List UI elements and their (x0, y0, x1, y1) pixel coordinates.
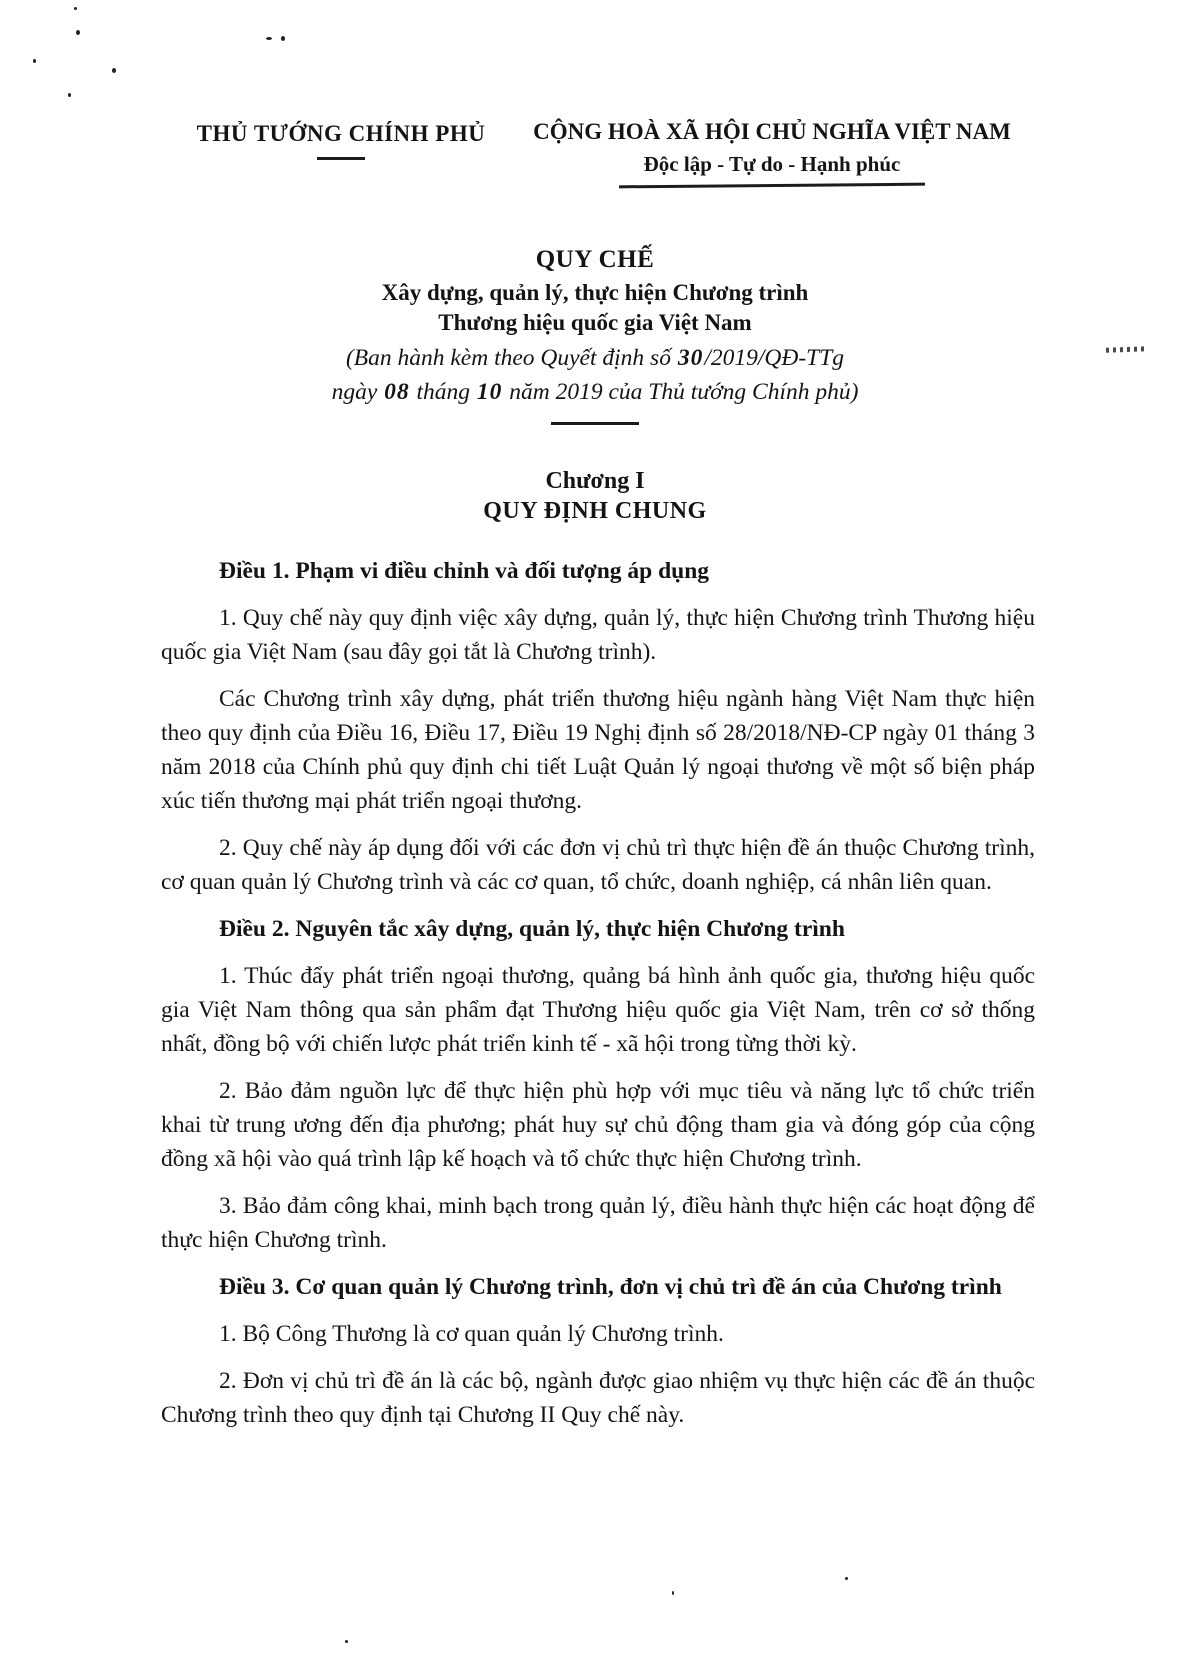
article-1-clause-1: 1. Quy chế này quy định việc xây dựng, quản lý, thực hiện Chương trình Thương hiệu quốc gia Việt Nam (sau đây gọi tắt là Chương trình). (161, 605, 1035, 665)
issuance-note-line-2 (150, 375, 1040, 409)
scan-noise-speck (281, 36, 285, 41)
article-1-clause-2: 2. Quy chế này áp dụng đối với các đơn vị chủ trì thực hiện đề án thuộc Chương trình, cơ quan quản lý Chương trình và các cơ quan, tổ chức, doanh nghiệp, cá nhân liên quan. (161, 835, 1035, 895)
handwritten-day: 08 (384, 379, 410, 405)
document-subtitle-line-1: Xây dựng, quản lý, thực hiện Chương trình (381, 280, 809, 305)
handwritten-month: 10 (476, 379, 503, 405)
issuance-text: (Ban hành kèm theo Quyết định số (345, 345, 677, 371)
article-3-heading: Điều 3. Cơ quan quản lý Chương trình, đơn vị chủ trì đề án của Chương trình (219, 1274, 1002, 1300)
national-motto: Độc lập - Tự do - Hạnh phúc (643, 152, 901, 176)
scan-noise-speck (845, 1577, 848, 1580)
chapter-title: QUY ĐỊNH CHUNG (483, 498, 707, 524)
scan-noise-speck (74, 7, 77, 10)
scan-noise-speck (266, 37, 272, 40)
document-subtitle-line-2: Thương hiệu quốc gia Việt Nam (438, 310, 752, 335)
article-2-heading: Điều 2. Nguyên tắc xây dựng, quản lý, thực hiện Chương trình (219, 916, 845, 942)
article-3-clause-2: 2. Đơn vị chủ trì đề án là các bộ, ngành được giao nhiệm vụ thực hiện các đề án thuộc Chương trình theo quy định tại Chương II Quy chế này. (161, 1368, 1035, 1428)
scan-noise-speck (345, 1640, 348, 1643)
title-divider-rule (551, 422, 639, 425)
issuance-text: năm 2019 của Thủ tướng Chính phủ) (503, 379, 859, 405)
document-title: QUY CHẾ (535, 246, 655, 273)
scan-noise-speck (672, 1591, 674, 1595)
handwritten-decision-number: 30 (677, 345, 704, 371)
article-2-clause-3: 3. Bảo đảm công khai, minh bạch trong quản lý, điều hành thực hiện các hoạt động để thực hiện Chương trình. (161, 1193, 1035, 1253)
scan-noise-speck (33, 59, 36, 63)
article-2-clause-2: 2. Bảo đảm nguồn lực để thực hiện phù hợp với mục tiêu và năng lực tổ chức triển khai từ trung ương đến địa phương; phát huy sự chủ động tham gia và đóng góp của cộng đồng xã hội vào quá trình lập kế hoạch và tổ chức thực hiện Chương trình. (161, 1078, 1035, 1172)
article-2-clause-1: 1. Thúc đẩy phát triển ngoại thương, quảng bá hình ảnh quốc gia, thương hiệu quốc gia Việt Nam thông qua sản phẩm đạt Thương hiệu quốc gia Việt Nam, trên cơ sở thống nhất, đồng bộ với chiến lược phát triển kinh tế - xã hội trong từng thời kỳ. (161, 963, 1035, 1057)
article-1-clause-1b: Các Chương trình xây dựng, phát triển thương hiệu ngành hàng Việt Nam thực hiện theo quy định của Điều 16, Điều 17, Điều 19 Nghị định số 28/2018/NĐ-CP ngày 01 tháng 3 năm 2018 của Chính phủ quy định chi tiết Luật Quản lý ngoại thương về một số biện pháp xúc tiến thương mại phát triển ngoại thương. (161, 686, 1035, 814)
issuance-text: /2019/QĐ-TTg (704, 345, 845, 371)
issuance-text: ngày (331, 379, 384, 405)
issuing-authority-block (190, 121, 492, 160)
scan-noise-smudge (1106, 346, 1146, 352)
scan-noise-speck (112, 68, 116, 73)
document-title-block (150, 246, 1040, 425)
article-1-heading: Điều 1. Phạm vi điều chỉnh và đối tượng áp dụng (219, 558, 710, 584)
scan-noise-speck (68, 93, 71, 97)
document-body (161, 551, 1035, 1445)
chapter-heading-block (150, 468, 1040, 525)
scan-noise-speck (76, 30, 80, 35)
issuance-text: tháng (410, 379, 476, 405)
article-3-clause-1: 1. Bộ Công Thương là cơ quan quản lý Chương trình. (219, 1321, 724, 1347)
chapter-number: Chương I (545, 468, 645, 494)
issuing-authority-name: THỦ TƯỚNG CHÍNH PHỦ (196, 121, 486, 146)
issuance-note-line-1 (150, 341, 1040, 375)
header-left-rule (317, 157, 365, 160)
country-name: CỘNG HOÀ XÃ HỘI CHỦ NGHĨA VIỆT NAM (533, 119, 1011, 144)
national-motto-block (508, 119, 1036, 187)
motto-underline-rule (619, 183, 925, 189)
